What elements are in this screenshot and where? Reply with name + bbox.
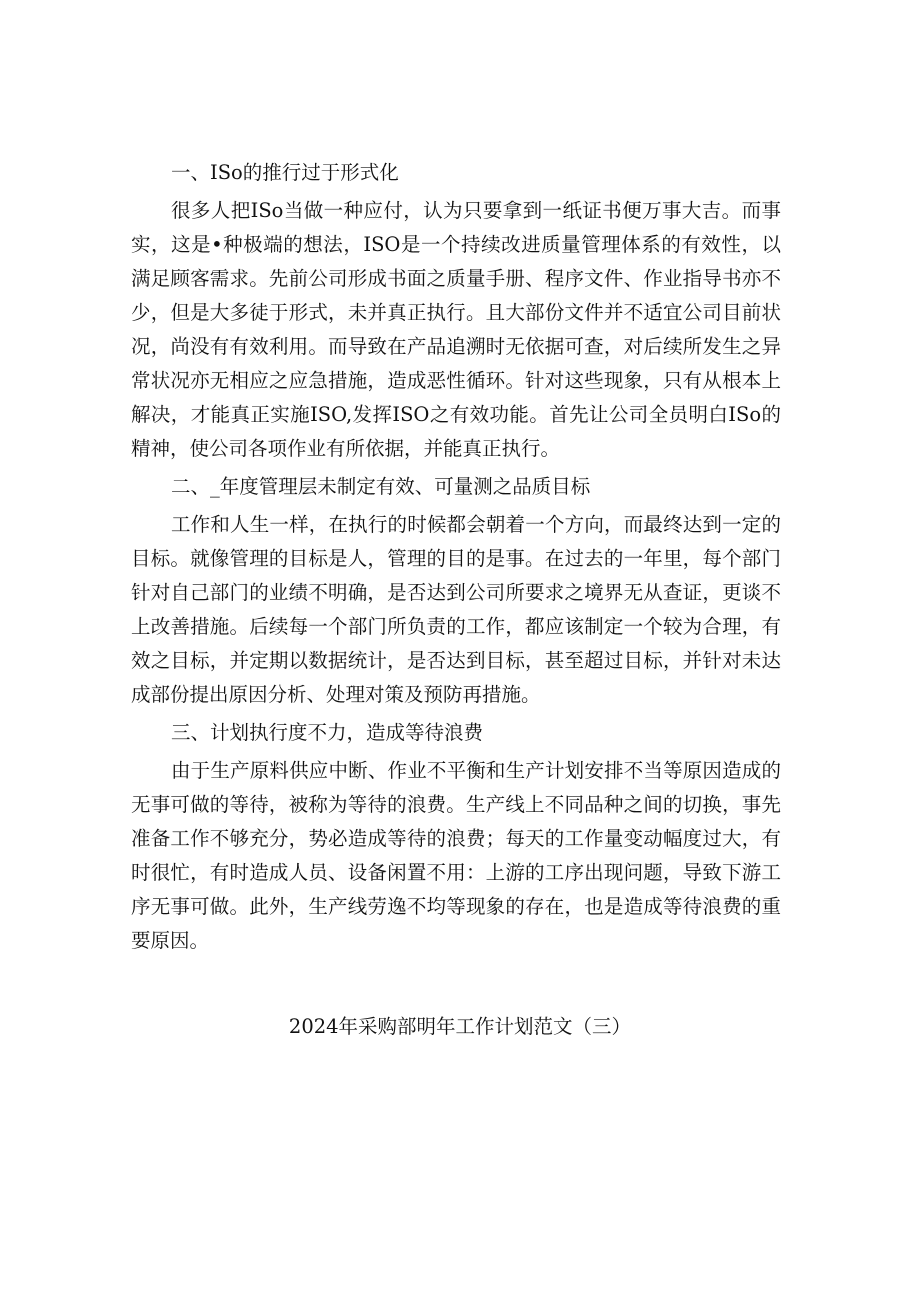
document-title: 2024年采购部明年工作计划范文（三） xyxy=(288,1015,632,1038)
document-body xyxy=(131,156,781,958)
section-heading-3: 三、计划执行度不力，造成等待浪费 xyxy=(171,721,484,744)
section-paragraph-2: 工作和人生一样，在执行的时候都会朝着一个方向，而最终达到一定的目标。就像管理的目标是人，管理的目的是事。在过去的一年里，每个部门针对自己部门的业绩不明确，是否达到公司所要求之境界无从查证，更谈不上改善措施。后续每一个部门所负责的工作，都应该制定一个较为合理，有效之目标，并定期以数据统计，是否达到目标，甚至超过目标，并针对未达成部份提出原因分析、处理对策及预防再措施。 xyxy=(131,513,781,706)
section-paragraph-3: 由于生产原料供应中断、作业不平衡和生产计划安排不当等原因造成的无事可做的等待，被称为等待的浪费。生产线上不同品种之间的切换，事先准备工作不够充分，势必造成等待的浪费；每天的工作量变动幅度过大，有时很忙，有时造成人员、设备闲置不用：上游的工序出现问题，导致下游工序无事可做。此外，生产线劳逸不均等现象的存在，也是造成等待浪费的重要原因。 xyxy=(131,759,781,952)
section-heading-2: 二、_年度管理层未制定有效、可量测之品质目标 xyxy=(171,475,591,498)
section-paragraph-1: 很多人把ISo当做一种应付，认为只要拿到一纸证书便万事大吉。而事实，这是•种极端的想法，ISO是一个持续改进质量管理体系的有效性，以满足顾客需求。先前公司形成书面之质量手册、程序文件、作业指导书亦不少，但是大多徒于形式，未并真正执行。且大部份文件并不适宜公司目前状况，尚没有有效利用。而导致在产品追溯时无依据可查，对后续所发生之异常状况亦无相应之应急措施，造成恶性循环。针对这些现象，只有从根本上解决，才能真正实施ISO,发挥ISO之有效功能。首先让公司全员明白ISo的精神，使公司各项作业有所依据，并能真正执行。 xyxy=(131,199,781,460)
section-heading-1: 一、ISo的推行过于形式化 xyxy=(171,161,399,184)
